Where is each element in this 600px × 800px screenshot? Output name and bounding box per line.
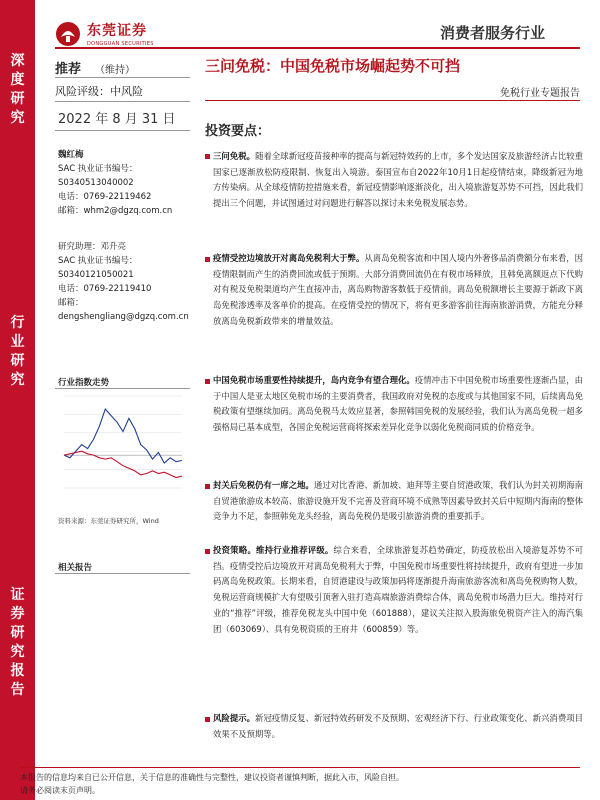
analyst-1 — [58, 148, 172, 218]
chart-source: 资料来源：东莞证券研究所，Wind — [58, 517, 159, 525]
report-type: 免税行业专题报告 — [500, 88, 580, 99]
key-point-3-text: 疫情冲击下中国免税市场重要性逐渐凸显，由于中国人是亚太地区免税市场的主要消费者，我国政府对免税的态度或与其他国家不同，后续离岛免税政策有望继续加码。离岛免税马太效应显著，参照韩国免税的发展经验，我们认为离岛免税一超多强格局已基本成型，各国企免税运营商将探索差异化竞争以弱化免税商同质的价格竞争。 — [213, 375, 584, 433]
analyst-2-email[interactable]: dengshengliang@dgzq.com.cn — [58, 312, 189, 322]
analyst-1-cert: S0340513040002 — [58, 178, 134, 188]
key-point-1-lead: 三问免税。 — [213, 151, 256, 161]
header-divider — [55, 47, 580, 49]
related-divider — [55, 573, 190, 574]
key-point-6 — [213, 711, 583, 742]
industry-index-chart — [58, 390, 188, 502]
key-point-3 — [213, 373, 583, 436]
related-reports-heading: 相关报告 — [58, 563, 93, 573]
date-divider — [55, 130, 190, 131]
risk-divider — [55, 101, 190, 102]
analyst-2-cert: S0340121050021 — [58, 270, 134, 280]
analyst-1-cert-label: SAC 执业证书编号： — [58, 164, 138, 174]
logo-emblem-icon — [55, 21, 81, 47]
chart-title: 行业指数走势 — [58, 378, 110, 388]
analyst-2-email-label: 邮箱： — [58, 298, 84, 308]
key-point-1-text: 随着全球新冠疫苗接种率的提高与新冠特效药的上市，多个发达国家及旅游经济占比较重国家已逐渐放松防疫限制、恢复出入境游。泰国宣布自2022年10月1日起疫情结束，降级新冠为地方传染病。从全球疫情防控措施来看，新冠疫情影响逐渐淡化，出入境旅游复苏势不可挡，因此我们提出三个问题，并试图通过对问题进行解答以探讨未来免税发展态势。 — [213, 151, 584, 209]
logo-english-name: DONGGUAN SECURITIES — [87, 41, 154, 47]
report-title: 三问免税：中国免税市场崛起势不可挡 — [205, 57, 461, 75]
bullet-icon — [205, 549, 210, 554]
rating-status: （维持） — [95, 65, 136, 76]
analyst-2-cert-label: SAC 执业证书编号： — [58, 256, 138, 266]
bullet-icon — [205, 257, 210, 262]
sidebar-label-securities-report: 证 券 研 究 报 告 — [10, 587, 25, 698]
disclaimer-line-2: 请务必阅读末页声明。 — [20, 786, 100, 795]
key-points-heading: 投资要点： — [205, 124, 271, 139]
bullet-icon — [205, 154, 210, 159]
analyst-2-phone: 电话：0769-22119410 — [58, 284, 152, 294]
rating-value: 推荐 — [55, 62, 82, 77]
title-divider — [205, 100, 580, 101]
analyst-2 — [58, 240, 189, 324]
rating-divider — [55, 77, 190, 78]
key-point-4-lead: 封关后免税仍有一席之地。 — [213, 480, 314, 490]
report-date: 2022 年 8 月 31 日 — [58, 112, 176, 127]
rating — [55, 58, 135, 77]
analyst-1-phone: 电话：0769-22119462 — [58, 192, 152, 202]
logo-chinese-name: 东莞证券 — [87, 23, 147, 39]
key-point-3-lead: 中国免税市场重要性持续提升，岛内竞争有望合理化。 — [213, 375, 415, 385]
key-point-5-text: 综合来看，全球旅游复苏趋势确定，防疫放松出入境游复苏势不可挡。疫情受控后边境放开对离岛免税利大于弊，中国免税市场重要性将持续提升，政府有望进一步加码离岛免税政策。长期来看，自贸港建设与政策加码将逐渐提升海南旅游客流和离岛免税购物人数，免税运营商规模扩大有望吸引顶奢入驻打造高端旅游消费综合体，离岛免税市场潜力巨大。维持对行业的“推荐”评级，推荐免税龙头中国中免（601888），建议关注拟入股海旅免税资产注入的海汽集团（603069）、具有免税资质的王府井（600859）等。 — [213, 545, 584, 634]
bullet-icon — [205, 717, 210, 722]
company-logo — [55, 20, 154, 47]
industry-title: 消费者服务行业 — [439, 24, 545, 42]
key-point-6-lead: 风险提示。 — [213, 713, 256, 723]
key-point-2-text: 从离岛免税客流和中国人境内外奢侈品消费额分布来看，因疫情限制而产生的消费回流或低于预期。大部分消费回流仍在有税市场释放，且韩免离额返点下代购对有税及免税渠道均产生直接冲击，离岛购物游客数低于疫情前，离岛免税额增长主要源于新政下离岛免税渗透率及客单价的提高。在疫情受控的情况下，将有更多游客前往海南旅游消费，方能充分释放离岛免税新政带来的增量效益。 — [213, 253, 584, 326]
bullet-icon — [205, 379, 210, 384]
footer-divider — [20, 767, 580, 768]
chart-title-divider — [55, 388, 190, 389]
sidebar-label-deep-research: 深 度 研 究 — [10, 53, 25, 126]
disclaimer-line-1: 本报告的信息均来自已公开信息，关于信息的准确性与完整性，建议投资者谨慎判断，据此入市，风险自担。 — [20, 773, 404, 782]
bullet-icon — [205, 484, 210, 489]
risk-rating: 风险评级：中风险 — [55, 85, 143, 98]
key-point-4 — [213, 478, 583, 525]
key-point-6-text: 新冠疫情反复、新冠特效药研发不及预期、宏观经济下行、行业政策变化、新兴消费项目效果不及预期等。 — [213, 713, 584, 739]
key-point-2-lead: 疫情受控边境放开对离岛免税利大于弊。 — [213, 253, 365, 263]
key-point-1 — [213, 149, 583, 212]
disclaimer — [20, 771, 580, 797]
sidebar-label-industry-research: 行 业 研 究 — [10, 315, 25, 388]
analyst-1-name: 魏红梅 — [58, 150, 84, 160]
key-point-2 — [213, 251, 583, 330]
key-point-5-lead: 投资策略。维持行业推荐评级。 — [213, 545, 334, 555]
analyst-2-role: 研究助理：邓升亮 — [58, 242, 127, 252]
analyst-1-email[interactable]: 邮箱：whm2@dgzq.com.cn — [58, 206, 173, 216]
key-point-4-text: 通过对比香港、新加坡、迪拜等主要自贸港政策，我们认为封关初期海南自贸港旅游成本较高、旅游设施开发不完善及营商环境不成熟等因素导致封关后中短期内海南的整体竞争力不足，参照韩免龙头经验，离岛免税仍是吸引旅游消费的重要抓手。 — [213, 480, 584, 522]
key-point-5 — [213, 543, 583, 637]
